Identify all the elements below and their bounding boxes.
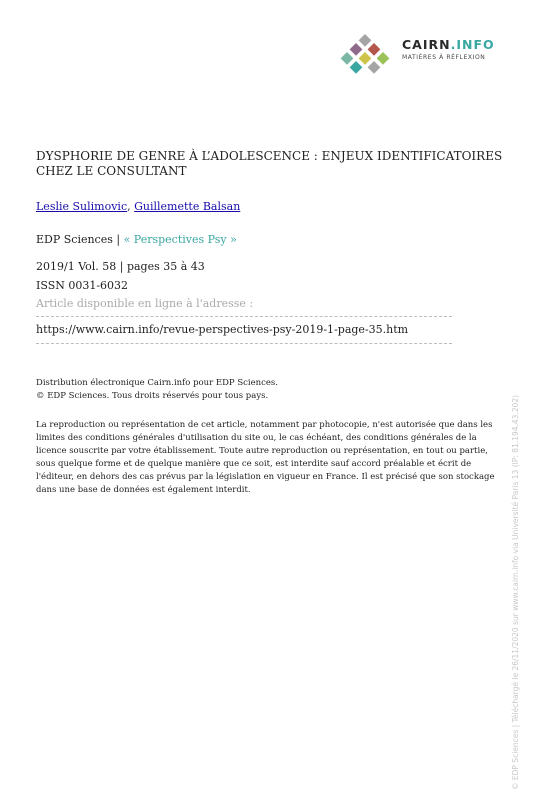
cairn-logo[interactable] <box>338 32 498 74</box>
copyright-line: © EDP Sciences. Tous droits réservés pour tous pays. <box>36 391 269 401</box>
logo-text <box>402 37 495 61</box>
collection-link[interactable]: « Perspectives Psy » <box>123 233 237 246</box>
article-title-line-1: DYSPHORIE DE GENRE À L’ADOLESCENCE : ENJEUX IDENTIFICATOIRES <box>36 149 503 163</box>
availability-label: Article disponible en ligne à l'adresse : <box>36 297 254 310</box>
legal-notice: La reproduction ou représentation de cet article, notamment par photocopie, n'est autorisée que dans les limites des conditions générales d'utilisation du site ou, le cas échéant, des conditions générales de la licence souscrite par votre établissement. Toute autre reproduction ou représentation, en tout ou partie, sous quelque forme et de quelque manière que ce soit, est interdite sauf accord préalable et écrit de l'éditeur, en dehors des cas prévus par la législation en vigueur en France. Il est précisé que son stockage dans une base de données est également interdit. <box>36 420 495 495</box>
divider-top <box>36 316 452 317</box>
publisher-name: EDP Sciences <box>36 233 113 246</box>
publisher-separator: | <box>112 233 124 246</box>
author-link-sulimovic[interactable]: Leslie Sulimovic <box>36 200 128 213</box>
download-watermark: © EDP Sciences | Téléchargé le 26/11/2020 sur www.cairn.info via Université Paris 13 (IP: 81.194.43.202) <box>511 394 520 790</box>
author-link-balsan[interactable]: Guillemette Balsan <box>134 200 241 213</box>
distribution-line-1: Distribution électronique Cairn.info pour EDP Sciences. <box>36 378 279 388</box>
divider-bottom <box>36 343 452 344</box>
article-url-link[interactable]: https://www.cairn.info/revue-perspectives-psy-2019-1-page-35.htm <box>36 323 409 336</box>
author-separator: , <box>127 200 135 213</box>
issn: ISSN 0031-6032 <box>36 279 129 292</box>
issue-info: 2019/1 Vol. 58 | pages 35 à 43 <box>36 260 205 273</box>
distribution-notice <box>36 377 278 403</box>
logo-name-main: CAIRN <box>402 37 451 52</box>
article-title <box>36 149 506 179</box>
logo-name-accent: .INFO <box>450 37 495 52</box>
logo-tagline: MATIÈRES À RÉFLEXION <box>402 54 486 61</box>
logo-name <box>402 37 495 52</box>
article-title-line-2: CHEZ LE CONSULTANT <box>36 164 187 178</box>
authors <box>36 200 240 213</box>
cairn-diamond-icon <box>338 32 398 74</box>
publisher-line <box>36 233 237 246</box>
